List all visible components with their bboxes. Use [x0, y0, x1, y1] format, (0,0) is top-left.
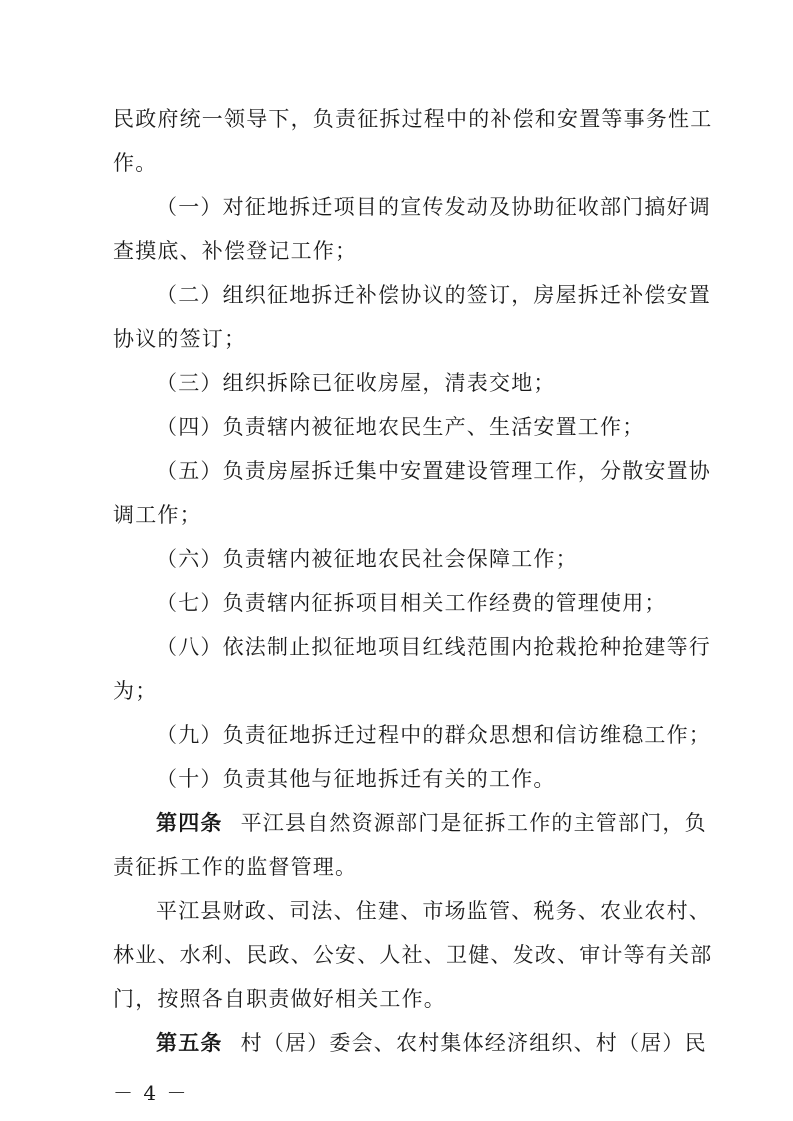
- article-4-paragraph-2-line-3-visible: 门，按照各自职责做好相关工作。: [113, 987, 446, 1011]
- body-line: 民政府统一领导下，负责征拆过程中的补偿和安置等事务性工: [113, 107, 713, 131]
- list-item-3: （三）组织拆除已征收房屋，清表交地；: [156, 371, 556, 395]
- list-item-9: （九）负责征地拆迁过程中的群众思想和信访维稳工作；: [156, 723, 711, 747]
- article-5-line: [156, 1028, 707, 1058]
- article-4-paragraph-2-line-2: 林业、水利、民政、公安、人社、卫健、发改、审计等有关部: [113, 943, 713, 967]
- page-number: － 4 －: [113, 1081, 189, 1105]
- list-item-8-continued: 为；: [113, 679, 158, 703]
- article-text: 平江县自然资源部门是征拆工作的主管部门，负: [240, 811, 707, 835]
- list-item-6: （六）负责辖内被征地农民社会保障工作；: [156, 547, 578, 571]
- article-heading: 第四条: [156, 810, 223, 835]
- list-item-10: （十）负责其他与征地拆迁有关的工作。: [156, 767, 556, 791]
- article-heading: 第五条: [156, 1030, 223, 1055]
- article-4-paragraph-2: 平江县财政、司法、住建、市场监管、税务、农业农村、: [156, 899, 711, 923]
- article-4-line: [156, 808, 707, 838]
- list-item-5-continued: 调工作；: [113, 503, 202, 527]
- body-line: 作。: [113, 151, 158, 175]
- list-item-4: （四）负责辖内被征地农民生产、生活安置工作；: [156, 415, 645, 439]
- list-item-2-continued: 协议的签订；: [113, 327, 247, 351]
- article-4-continued: 责征拆工作的监督管理。: [113, 855, 358, 879]
- article-text: 村（居）委会、农村集体经济组织、村（居）民: [240, 1031, 707, 1055]
- list-item-1: （一）对征地拆迁项目的宣传发动及协助征收部门搞好调: [156, 195, 711, 219]
- list-item-1-continued: 查摸底、补偿登记工作；: [113, 239, 358, 263]
- list-item-8: （八）依法制止拟征地项目红线范围内抢栽抢种抢建等行: [156, 635, 711, 659]
- list-item-5: （五）负责房屋拆迁集中安置建设管理工作，分散安置协: [156, 459, 711, 483]
- list-item-2: （二）组织征地拆迁补偿协议的签订，房屋拆迁补偿安置: [156, 283, 711, 307]
- list-item-7: （七）负责辖内征拆项目相关工作经费的管理使用；: [156, 591, 667, 615]
